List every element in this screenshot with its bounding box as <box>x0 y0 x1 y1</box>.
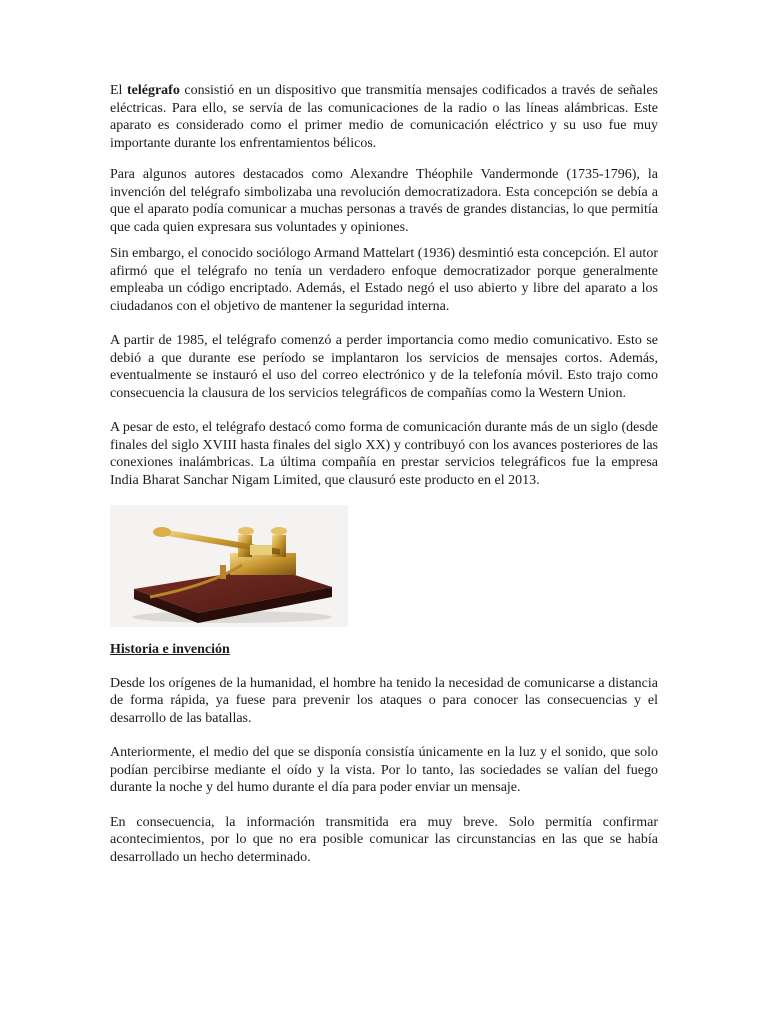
history-paragraph-3: En consecuencia, la información transmitida era muy breve. Solo permitía confirmar acontecimientos, por lo que no era posible comunicar las circunstancias en las que se había desarrollado un hecho determinado. <box>110 814 658 865</box>
telegraph-key-illustration <box>110 505 348 627</box>
document-page <box>110 82 658 866</box>
intro-text: consistió en un dispositivo que transmitía mensajes codificados a través de señales eléctricas. Para ello, se servía de las comunicaciones de la radio o las líneas alámbricas. Este aparato es considerado como el primer medio de comunicación eléctrico y su uso fue muy importante durante los enfrentamientos bélicos. <box>110 83 658 151</box>
paragraph-mattelart: Sin embargo, el conocido sociólogo Armand Mattelart (1936) desmintió esta concepción. El autor afirmó que el telégrafo no tenía un verdadero enfoque democratizador porque generalmente empleaba un código encriptado. Además, el Estado negó el uso abierto y libre del aparato a los ciudadanos con el objetivo de mantener la seguridad interna. <box>110 246 658 314</box>
telegraph-key-image <box>110 505 348 627</box>
section-heading: Historia e invención <box>110 642 230 657</box>
history-paragraph-2: Anteriormente, el medio del que se disponía consistía únicamente en la luz y el sonido, que solo podían percibirse mediante el oído y la vista. Por lo tanto, las sociedades se valían del fuego durante la noche y del humo durante el día para poder enviar un mensaje. <box>110 745 658 795</box>
intro-prefix: El <box>110 83 127 98</box>
paragraph-decline: A partir de 1985, el telégrafo comenzó a perder importancia como medio comunicativo. Esto se debió a que durante ese período se implantaron los servicios de mensajes cortos. Además, eventualmente se instauró el uso del correo electrónico y de la telefonía móvil. Esto trajo como consecuencia la clausura de los servicios telegráficos de compañías como la Western Union. <box>110 333 658 401</box>
intro-paragraph <box>110 82 658 152</box>
telegrafo-term: telégrafo <box>126 83 180 98</box>
history-paragraph-1: Desde los orígenes de la humanidad, el hombre ha tenido la necesidad de comunicarse a distancia de forma rápida, ya fuese para prevenir los ataques o para conocer las consecuencias y el desarrollo de las batallas. <box>110 675 658 726</box>
paragraph-vandermonde: Para algunos autores destacados como Alexandre Théophile Vandermonde (1735-1796), la invención del telégrafo simbolizaba una revolución democratizadora. Esta concepción se debía a que el aparato podía comunicar a muchas personas a través de grandes distancias, lo que permitía que cada quien expresara sus voluntades y opiniones. <box>110 167 658 235</box>
paragraph-legacy: A pesar de esto, el telégrafo destacó como forma de comunicación durante más de un siglo (desde finales del siglo XVIII hasta finales del siglo XX) y contribuyó con los avances posteriores de las conexiones inalámbricas. La última compañía en prestar servicios telegráficos fue la empresa India Bharat Sanchar Nigam Limited, que clausuró este producto en el 2013. <box>110 420 658 488</box>
